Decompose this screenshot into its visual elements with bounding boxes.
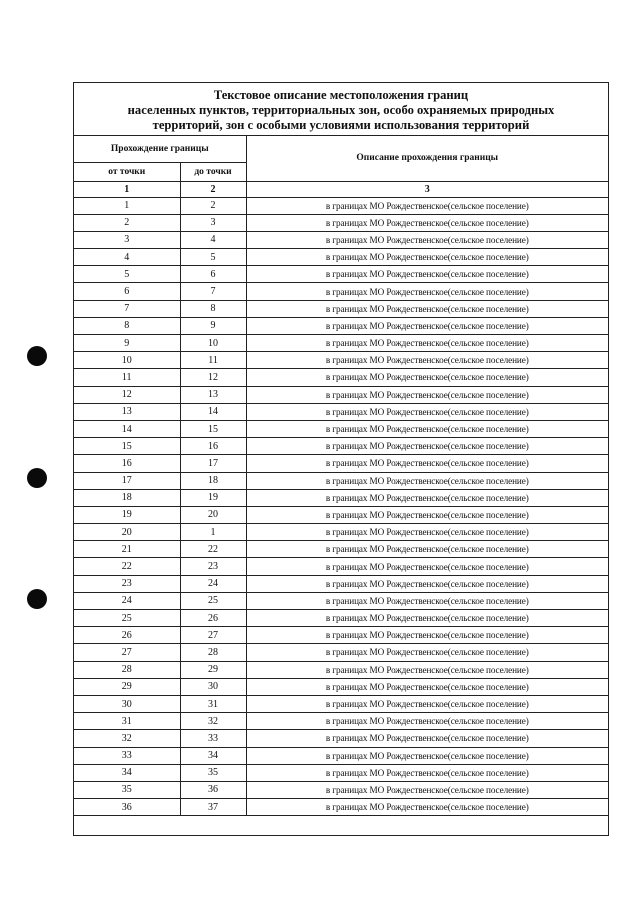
to-point-cell: 13 — [180, 386, 246, 403]
description-cell: в границах МО Рождественское(сельское поселение) — [246, 438, 608, 455]
description-cell: в границах МО Рождественское(сельское поселение) — [246, 764, 608, 781]
from-point-cell: 25 — [74, 610, 180, 627]
from-point-cell: 21 — [74, 541, 180, 558]
to-point-cell: 28 — [180, 644, 246, 661]
description-cell: в границах МО Рождественское(сельское поселение) — [246, 455, 608, 472]
description-cell: в границах МО Рождественское(сельское поселение) — [246, 266, 608, 283]
document-title — [74, 83, 608, 136]
description-cell: в границах МО Рождественское(сельское поселение) — [246, 644, 608, 661]
header-to-point: до точки — [180, 162, 246, 181]
from-point-cell: 14 — [74, 420, 180, 437]
description-cell: в границах МО Рождественское(сельское поселение) — [246, 352, 608, 369]
description-cell: в границах МО Рождественское(сельское поселение) — [246, 249, 608, 266]
description-cell: в границах МО Рождественское(сельское поселение) — [246, 524, 608, 541]
table-row — [74, 524, 608, 541]
description-cell: в границах МО Рождественское(сельское поселение) — [246, 283, 608, 300]
description-cell: в границах МО Рождественское(сельское поселение) — [246, 695, 608, 712]
to-point-cell: 32 — [180, 713, 246, 730]
description-cell: в границах МО Рождественское(сельское поселение) — [246, 627, 608, 644]
description-cell: в границах МО Рождественское(сельское поселение) — [246, 403, 608, 420]
description-cell: в границах МО Рождественское(сельское поселение) — [246, 610, 608, 627]
description-cell: в границах МО Рождественское(сельское поселение) — [246, 781, 608, 798]
to-point-cell: 34 — [180, 747, 246, 764]
from-point-cell: 29 — [74, 678, 180, 695]
from-point-cell: 1 — [74, 197, 180, 214]
from-point-cell: 35 — [74, 781, 180, 798]
to-point-cell: 24 — [180, 575, 246, 592]
table-row — [74, 300, 608, 317]
table-row — [74, 214, 608, 231]
table-row — [74, 506, 608, 523]
from-point-cell: 33 — [74, 747, 180, 764]
table-body — [74, 197, 608, 816]
table-row — [74, 352, 608, 369]
table-row — [74, 799, 608, 816]
description-cell: в границах МО Рождественское(сельское поселение) — [246, 558, 608, 575]
to-point-cell: 25 — [180, 592, 246, 609]
description-cell: в границах МО Рождественское(сельское поселение) — [246, 300, 608, 317]
from-point-cell: 16 — [74, 455, 180, 472]
to-point-cell: 11 — [180, 352, 246, 369]
from-point-cell: 2 — [74, 214, 180, 231]
to-point-cell: 27 — [180, 627, 246, 644]
to-point-cell: 10 — [180, 335, 246, 352]
binder-hole-top — [27, 346, 47, 366]
binder-hole-middle — [27, 468, 47, 488]
to-point-cell: 29 — [180, 661, 246, 678]
from-point-cell: 15 — [74, 438, 180, 455]
from-point-cell: 3 — [74, 231, 180, 248]
to-point-cell: 14 — [180, 403, 246, 420]
table-row — [74, 386, 608, 403]
to-point-cell: 26 — [180, 610, 246, 627]
table-row — [74, 695, 608, 712]
table-row — [74, 249, 608, 266]
table-row — [74, 420, 608, 437]
table-row — [74, 197, 608, 214]
to-point-cell: 31 — [180, 695, 246, 712]
to-point-cell: 2 — [180, 197, 246, 214]
from-point-cell: 7 — [74, 300, 180, 317]
to-point-cell: 1 — [180, 524, 246, 541]
table-row — [74, 489, 608, 506]
to-point-cell: 33 — [180, 730, 246, 747]
column-number-1: 1 — [74, 181, 180, 197]
table-row — [74, 472, 608, 489]
description-cell: в границах МО Рождественское(сельское поселение) — [246, 197, 608, 214]
description-cell: в границах МО Рождественское(сельское поселение) — [246, 317, 608, 334]
description-cell: в границах МО Рождественское(сельское поселение) — [246, 799, 608, 816]
header-passage: Прохождение границы — [74, 136, 246, 162]
to-point-cell: 15 — [180, 420, 246, 437]
table-row — [74, 592, 608, 609]
description-cell: в границах МО Рождественское(сельское поселение) — [246, 541, 608, 558]
description-cell: в границах МО Рождественское(сельское поселение) — [246, 506, 608, 523]
from-point-cell: 26 — [74, 627, 180, 644]
description-cell: в границах МО Рождественское(сельское поселение) — [246, 592, 608, 609]
column-number-row — [74, 181, 608, 197]
to-point-cell: 18 — [180, 472, 246, 489]
table-row — [74, 713, 608, 730]
from-point-cell: 27 — [74, 644, 180, 661]
table-row — [74, 455, 608, 472]
to-point-cell: 23 — [180, 558, 246, 575]
from-point-cell: 28 — [74, 661, 180, 678]
table-row — [74, 730, 608, 747]
to-point-cell: 6 — [180, 266, 246, 283]
from-point-cell: 36 — [74, 799, 180, 816]
boundary-table — [74, 136, 608, 816]
from-point-cell: 23 — [74, 575, 180, 592]
to-point-cell: 20 — [180, 506, 246, 523]
from-point-cell: 4 — [74, 249, 180, 266]
description-cell: в границах МО Рождественское(сельское поселение) — [246, 489, 608, 506]
column-number-2: 2 — [180, 181, 246, 197]
table-row — [74, 541, 608, 558]
to-point-cell: 12 — [180, 369, 246, 386]
to-point-cell: 37 — [180, 799, 246, 816]
title-line-2: населенных пунктов, территориальных зон, особо охраняемых природных — [127, 103, 555, 117]
from-point-cell: 31 — [74, 713, 180, 730]
from-point-cell: 34 — [74, 764, 180, 781]
table-row — [74, 438, 608, 455]
to-point-cell: 7 — [180, 283, 246, 300]
to-point-cell: 36 — [180, 781, 246, 798]
table-row — [74, 764, 608, 781]
to-point-cell: 35 — [180, 764, 246, 781]
header-description: Описание прохождения границы — [246, 136, 608, 181]
to-point-cell: 22 — [180, 541, 246, 558]
from-point-cell: 24 — [74, 592, 180, 609]
table-row — [74, 644, 608, 661]
document-frame — [73, 82, 609, 836]
description-cell: в границах МО Рождественское(сельское поселение) — [246, 214, 608, 231]
table-row — [74, 403, 608, 420]
to-point-cell: 4 — [180, 231, 246, 248]
description-cell: в границах МО Рождественское(сельское поселение) — [246, 386, 608, 403]
table-row — [74, 610, 608, 627]
from-point-cell: 17 — [74, 472, 180, 489]
from-point-cell: 19 — [74, 506, 180, 523]
table-row — [74, 317, 608, 334]
description-cell: в границах МО Рождественское(сельское поселение) — [246, 678, 608, 695]
to-point-cell: 17 — [180, 455, 246, 472]
from-point-cell: 11 — [74, 369, 180, 386]
from-point-cell: 13 — [74, 403, 180, 420]
table-row — [74, 575, 608, 592]
from-point-cell: 20 — [74, 524, 180, 541]
table-row — [74, 369, 608, 386]
table-row — [74, 781, 608, 798]
from-point-cell: 12 — [74, 386, 180, 403]
description-cell: в границах МО Рождественское(сельское поселение) — [246, 661, 608, 678]
description-cell: в границах МО Рождественское(сельское поселение) — [246, 231, 608, 248]
from-point-cell: 22 — [74, 558, 180, 575]
description-cell: в границах МО Рождественское(сельское поселение) — [246, 335, 608, 352]
title-line-1: Текстовое описание местоположения границ — [213, 88, 469, 102]
description-cell: в границах МО Рождественское(сельское поселение) — [246, 575, 608, 592]
from-point-cell: 5 — [74, 266, 180, 283]
to-point-cell: 19 — [180, 489, 246, 506]
table-row — [74, 747, 608, 764]
description-cell: в границах МО Рождественское(сельское поселение) — [246, 730, 608, 747]
table-row — [74, 558, 608, 575]
to-point-cell: 5 — [180, 249, 246, 266]
column-number-3: 3 — [246, 181, 608, 197]
header-row — [74, 136, 608, 162]
description-cell: в границах МО Рождественское(сельское поселение) — [246, 472, 608, 489]
binder-hole-bottom — [27, 589, 47, 609]
from-point-cell: 10 — [74, 352, 180, 369]
from-point-cell: 9 — [74, 335, 180, 352]
table-row — [74, 231, 608, 248]
from-point-cell: 8 — [74, 317, 180, 334]
description-cell: в границах МО Рождественское(сельское поселение) — [246, 420, 608, 437]
from-point-cell: 6 — [74, 283, 180, 300]
table-row — [74, 283, 608, 300]
description-cell: в границах МО Рождественское(сельское поселение) — [246, 713, 608, 730]
from-point-cell: 32 — [74, 730, 180, 747]
from-point-cell: 18 — [74, 489, 180, 506]
description-cell: в границах МО Рождественское(сельское поселение) — [246, 369, 608, 386]
to-point-cell: 3 — [180, 214, 246, 231]
to-point-cell: 8 — [180, 300, 246, 317]
description-cell: в границах МО Рождественское(сельское поселение) — [246, 747, 608, 764]
header-from-point: от точки — [74, 162, 180, 181]
table-row — [74, 266, 608, 283]
title-line-3: территорий, зон с особыми условиями использования территорий — [152, 118, 530, 132]
table-row — [74, 627, 608, 644]
table-row — [74, 661, 608, 678]
to-point-cell: 9 — [180, 317, 246, 334]
table-row — [74, 335, 608, 352]
from-point-cell: 30 — [74, 695, 180, 712]
to-point-cell: 30 — [180, 678, 246, 695]
table-row — [74, 678, 608, 695]
to-point-cell: 16 — [180, 438, 246, 455]
